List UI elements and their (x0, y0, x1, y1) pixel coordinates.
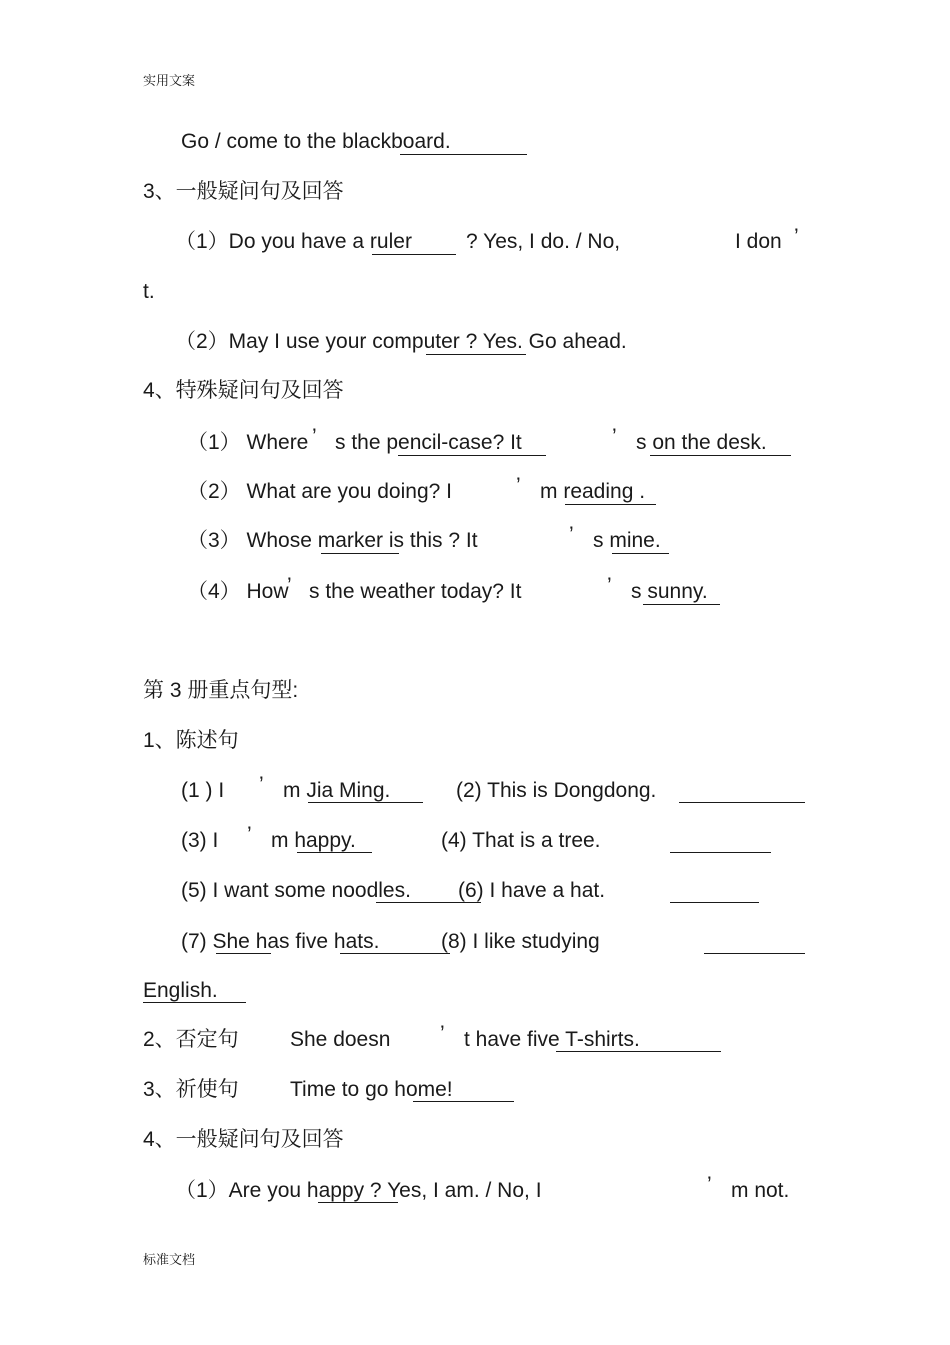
imperative-sentence: Time to go home! (290, 1078, 453, 1101)
answer-underline (321, 553, 399, 554)
answer-underline (650, 455, 791, 456)
apostrophe-mark: ’ (607, 574, 612, 597)
apostrophe-mark: ’ (440, 1022, 445, 1045)
statement-3-part-b: m happy. (271, 829, 356, 852)
general-question-1-part-b: m not. (731, 1179, 790, 1202)
special-q4-part-c: s sunny. (631, 580, 708, 603)
apostrophe-mark: ’ (312, 425, 317, 448)
question-1-part-c: I don (735, 230, 782, 253)
sentence-go-to-blackboard: Go / come to the blackboard. (181, 130, 451, 153)
special-q1-part-b: s the pencil-case? It (335, 431, 522, 454)
statement-1-part-a: (1 ) I (181, 779, 225, 802)
answer-underline (679, 802, 805, 803)
answer-underline (565, 504, 656, 505)
special-q3-part-b: s mine. (593, 529, 661, 552)
statement-8-continued: English. (143, 979, 218, 1002)
special-q2-part-b: m reading . (540, 480, 646, 503)
answer-underline (413, 1101, 514, 1102)
question-1-part-b: ? Yes, I do. / No, (466, 230, 621, 253)
negative-sentence-part-b: t have five T-shirts. (464, 1028, 640, 1051)
special-q4-part-b: s the weather today? It (309, 580, 522, 603)
apostrophe-mark: ’ (516, 474, 521, 497)
special-q2-part-a: （2） What are you doing? I (187, 480, 452, 503)
answer-underline (340, 953, 450, 954)
question-2: （2）May I use your computer ? Yes. Go ahead. (175, 330, 627, 353)
statement-5: (5) I want some noodles. (181, 879, 411, 902)
heading-imperative: 3、祈使句 (143, 1078, 239, 1101)
statement-1-part-b: m Jia Ming. (283, 779, 391, 802)
apostrophe-mark: ’ (612, 425, 617, 448)
answer-underline (670, 852, 771, 853)
statement-4: (4) That is a tree. (441, 829, 601, 852)
apostrophe-mark: ’ (707, 1173, 712, 1196)
special-q1-part-c: s on the desk. (636, 431, 767, 454)
heading-negative: 2、否定句 (143, 1028, 239, 1051)
answer-underline (556, 1051, 721, 1052)
apostrophe-mark: ’ (569, 523, 574, 546)
answer-underline (704, 953, 805, 954)
answer-underline (643, 604, 720, 605)
answer-underline (143, 1002, 246, 1003)
heading-statements: 1、陈述句 (143, 729, 239, 752)
answer-underline (400, 154, 527, 155)
answer-underline (612, 553, 669, 554)
apostrophe-mark: ’ (287, 574, 292, 597)
heading-general-question: 3、一般疑问句及回答 (143, 180, 344, 203)
answer-underline (297, 852, 372, 853)
apostrophe-mark: ’ (247, 823, 252, 846)
page-footer: 标准文档 (143, 1252, 196, 1267)
statement-6: (6) I have a hat. (458, 879, 606, 902)
answer-underline (308, 802, 423, 803)
apostrophe-mark: ’ (259, 773, 264, 796)
heading-general-question-2: 4、一般疑问句及回答 (143, 1128, 344, 1151)
negative-sentence-part-a: She doesn (290, 1028, 391, 1051)
answer-underline (426, 354, 526, 355)
statement-8: (8) I like studying (441, 930, 600, 953)
heading-special-question: 4、特殊疑问句及回答 (143, 379, 344, 402)
page-header: 实用文案 (143, 73, 196, 88)
statement-7: (7) She has five hats. (181, 930, 380, 953)
answer-underline (216, 953, 271, 954)
apostrophe-mark: ’ (794, 225, 799, 248)
section-heading-book-3: 第 3 册重点句型: (143, 679, 299, 702)
general-question-1-part-a: （1）Are you happy ? Yes, I am. / No, I (175, 1179, 542, 1202)
answer-underline (372, 254, 456, 255)
statement-2: (2) This is Dongdong. (456, 779, 657, 802)
answer-underline (318, 1202, 398, 1203)
special-q1-part-a: （1） Where (187, 431, 309, 454)
answer-underline (670, 902, 759, 903)
question-1-part-a: （1）Do you have a ruler (175, 230, 412, 253)
statement-3-part-a: (3) I (181, 829, 219, 852)
question-1-part-d: t. (143, 280, 155, 303)
answer-underline (398, 455, 546, 456)
special-q4-part-a: （4） How (187, 580, 289, 603)
special-q3-part-a: （3） Whose marker is this ? It (187, 529, 478, 552)
